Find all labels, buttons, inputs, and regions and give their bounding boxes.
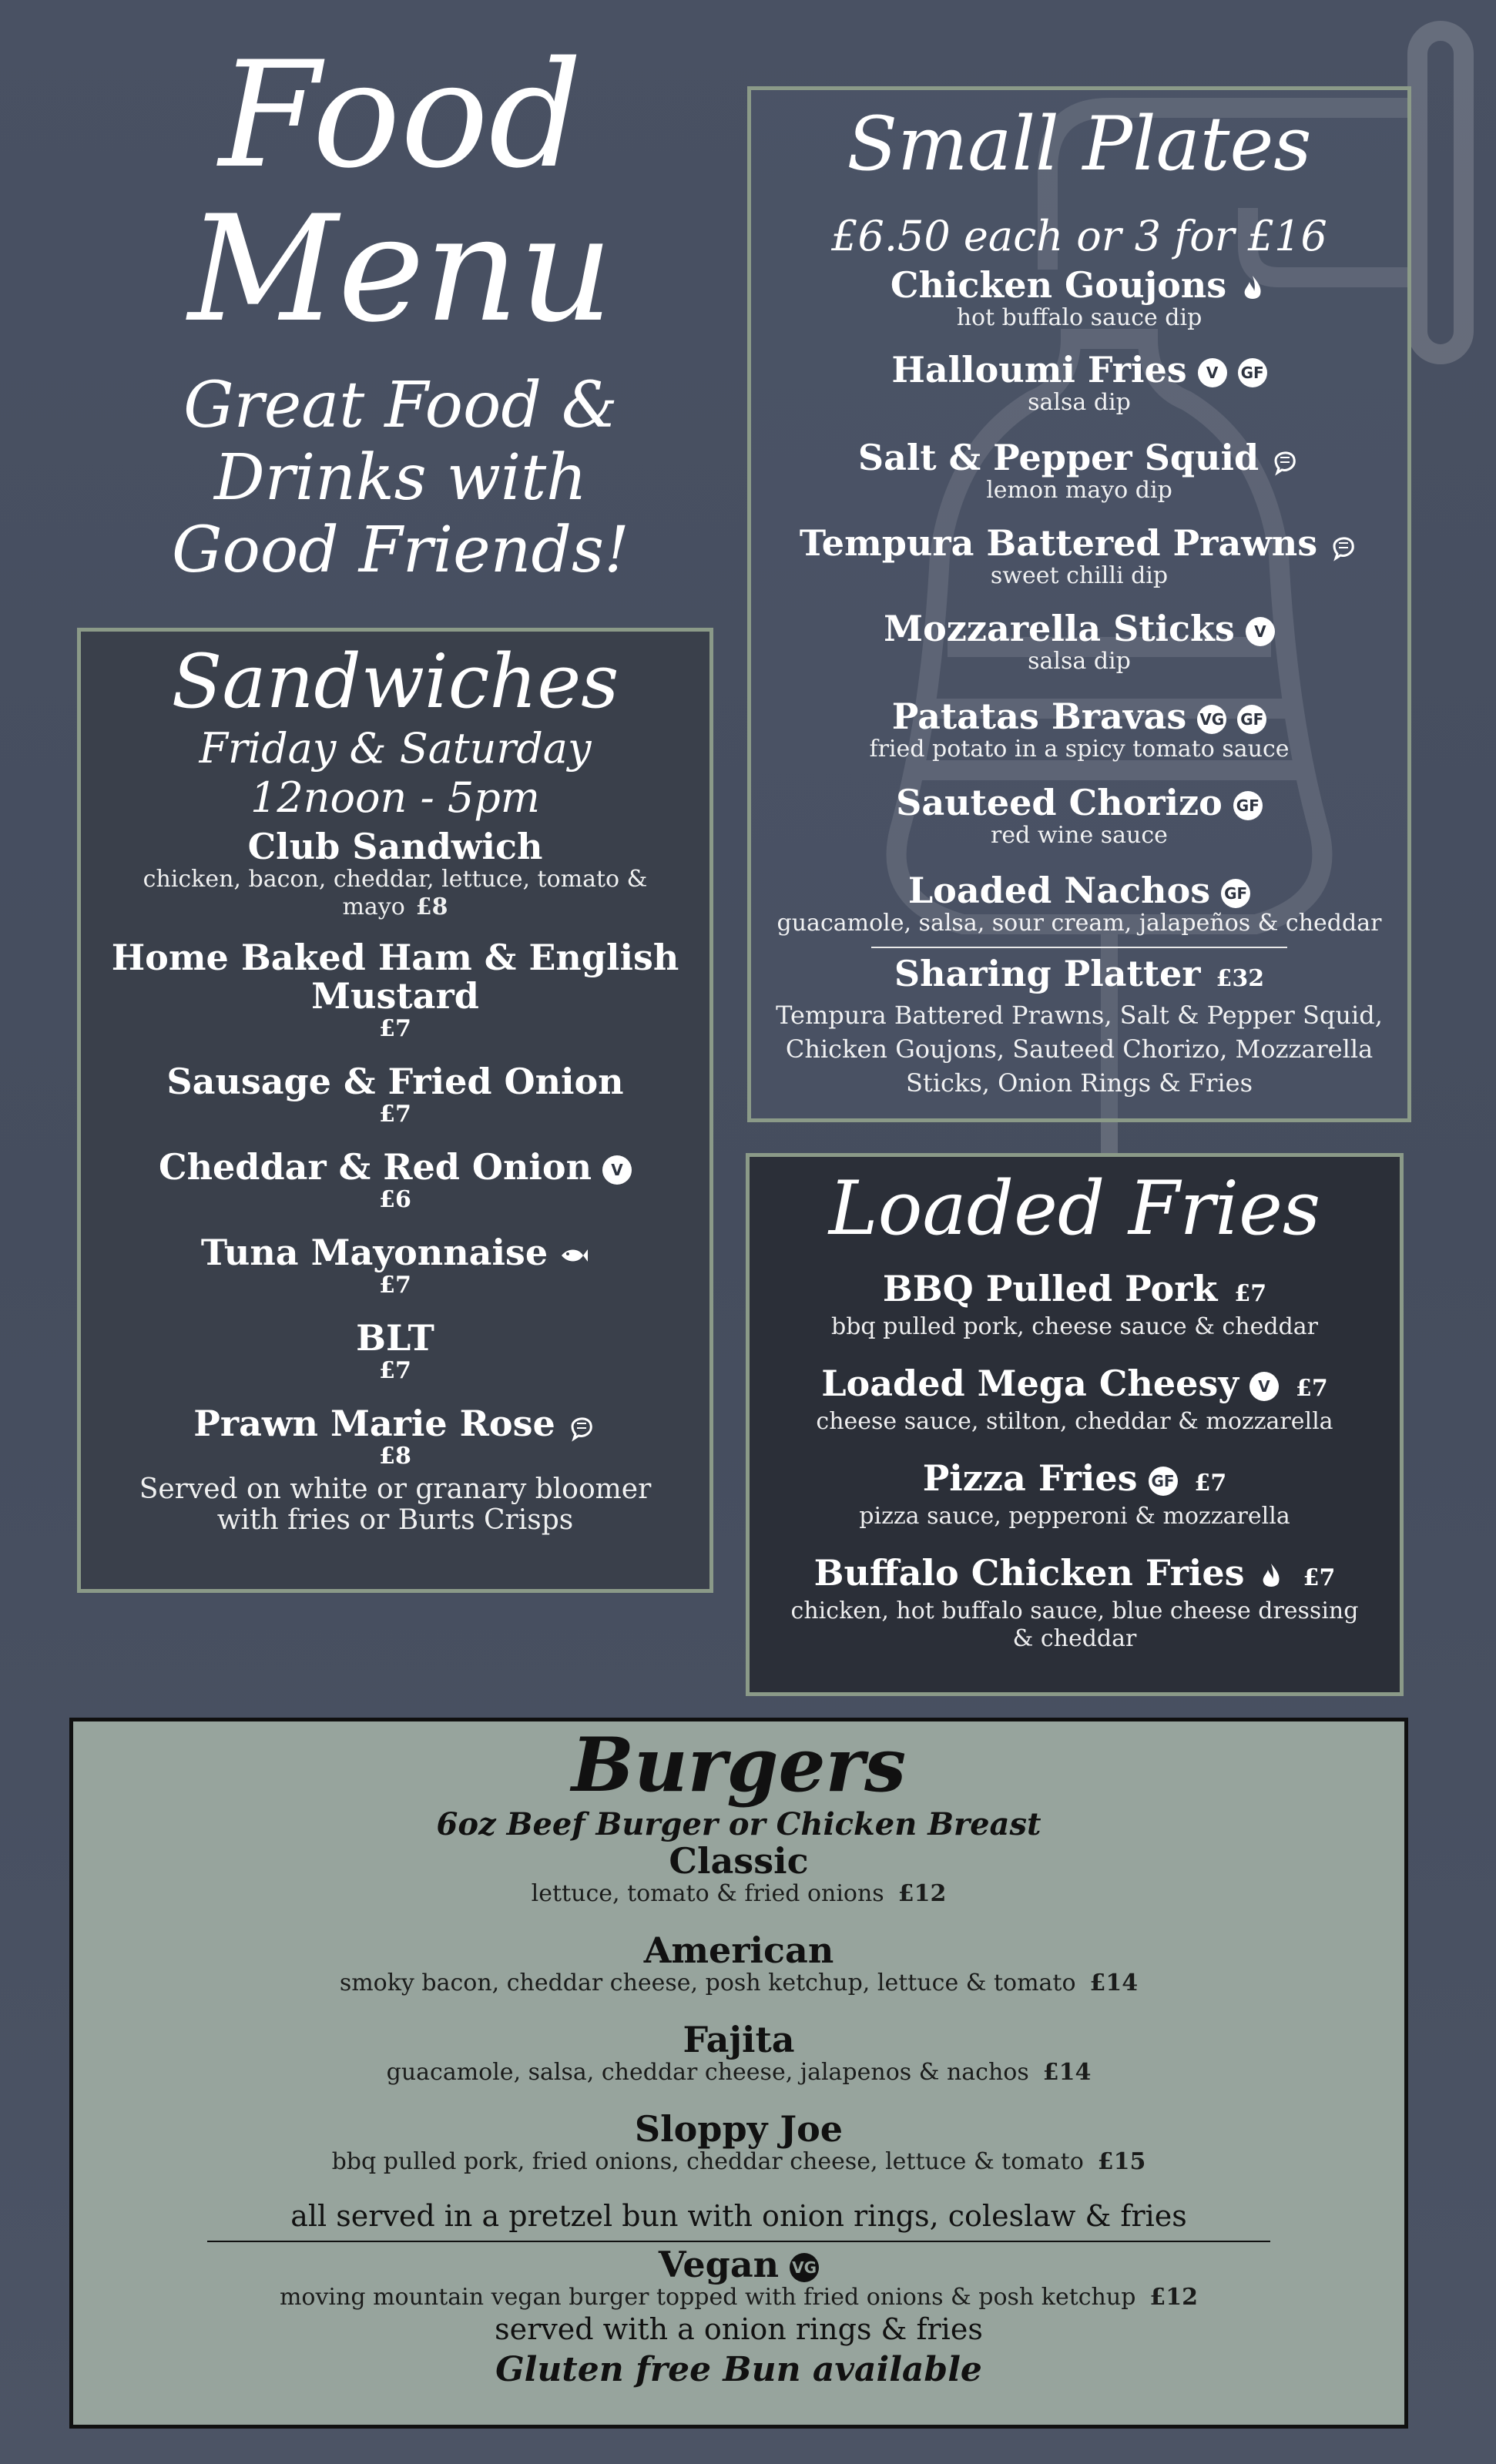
item-name: Fajita — [683, 2019, 795, 2060]
item-price: £7 — [1296, 1375, 1328, 1402]
item-name: Sloppy Joe — [634, 2108, 844, 2150]
item-description: moving mountain vegan burger topped with fried onions & posh ketchup — [279, 2284, 1136, 2311]
vegan-served-note: served with a onion rings & fries — [495, 2312, 983, 2346]
sandwiches-footer-line2: with fries or Burts Crisps — [216, 1504, 574, 1536]
item-name: American — [643, 1929, 834, 1971]
gluten-free-badge: GF — [1149, 1467, 1178, 1496]
item-price: £14 — [1042, 2059, 1092, 2086]
item-description: salsa dip — [1028, 648, 1131, 675]
small-plates-panel — [747, 86, 1411, 1122]
item-description: fried potato in a spicy tomato sauce — [869, 736, 1290, 763]
item-description-line3: Sticks, Onion Rings & Fries — [906, 1068, 1253, 1098]
item-price: £12 — [1149, 2284, 1199, 2311]
item-description: bbq pulled pork, cheese sauce & cheddar — [831, 1313, 1318, 1340]
small-plate-item — [751, 350, 1407, 417]
item-name: Halloumi Fries — [891, 349, 1187, 391]
sandwiches-days: Friday & Saturday — [199, 724, 592, 773]
item-name: BLT — [356, 1317, 434, 1359]
burgers-subtitle: 6oz Beef Burger or Chicken Breast — [436, 1806, 1041, 1842]
item-name: Sausage & Fried Onion — [166, 1061, 624, 1102]
vegetarian-badge: V — [1198, 358, 1227, 387]
shellfish-icon — [1270, 445, 1300, 476]
small-plate-item — [751, 871, 1407, 937]
item-description: red wine sauce — [991, 822, 1168, 849]
sandwiches-panel — [77, 628, 713, 1593]
item-name: Classic — [669, 1840, 809, 1882]
item-name: Chicken Goujons — [890, 264, 1227, 306]
burgers-served-note: all served in a pretzel bun with onion rings, coleslaw & fries — [290, 2199, 1187, 2233]
item-name-line1: Home Baked Ham & English — [111, 937, 679, 978]
divider — [207, 2241, 1270, 2242]
item-description: hot buffalo sauce dip — [956, 304, 1203, 331]
sharing-platter — [751, 954, 1407, 1100]
item-name: Buffalo Chicken Fries — [813, 1552, 1245, 1594]
sandwich-item — [81, 1233, 709, 1299]
item-description: bbq pulled pork, fried onions, cheddar cheese, lettuce & tomato — [331, 2148, 1084, 2175]
sandwich-item — [81, 1062, 709, 1128]
item-price: £12 — [897, 1880, 947, 1907]
item-name: Loaded Mega Cheesy — [821, 1363, 1239, 1404]
vegan-badge: VG — [790, 2253, 819, 2282]
vegan-burger — [73, 2245, 1404, 2347]
fries-item — [750, 1364, 1400, 1436]
item-description-line2: & cheddar — [1012, 1625, 1137, 1652]
sandwich-item — [81, 1148, 709, 1213]
item-description: smoky bacon, cheddar cheese, posh ketchup, lettuce & tomato — [339, 1970, 1076, 1996]
item-description: sweet chilli dip — [990, 562, 1169, 589]
sandwich-item — [81, 827, 709, 921]
item-name: Vegan — [658, 2244, 780, 2285]
burger-item — [73, 2020, 1404, 2087]
item-price: £7 — [1303, 1564, 1336, 1591]
item-price: £7 — [1234, 1280, 1267, 1307]
item-name: BBQ Pulled Pork — [882, 1268, 1218, 1309]
item-price: £7 — [379, 1015, 411, 1042]
shellfish-icon — [566, 1411, 597, 1442]
item-price: £7 — [379, 1101, 411, 1128]
loaded-fries-title: Loaded Fries — [828, 1165, 1321, 1252]
item-price: £7 — [379, 1272, 411, 1299]
item-price: £15 — [1097, 2148, 1146, 2175]
item-description: salsa dip — [1028, 389, 1131, 416]
gluten-free-badge: GF — [1238, 358, 1267, 387]
small-plate-item — [751, 266, 1407, 332]
burger-item — [73, 1842, 1404, 1908]
fries-item — [750, 1554, 1400, 1653]
small-plate-item — [751, 783, 1407, 850]
chilli-icon — [1256, 1561, 1286, 1591]
gluten-free-note: Gluten free Bun available — [495, 2350, 982, 2389]
sandwich-item — [81, 938, 709, 1042]
vegetarian-badge: V — [1246, 617, 1275, 646]
title-menu: Menu — [188, 184, 613, 354]
item-description: pizza sauce, pepperoni & mozzarella — [859, 1503, 1290, 1530]
small-plates-pricing: £6.50 each or 3 for £16 — [831, 212, 1327, 260]
item-description: cheese sauce, stilton, cheddar & mozzarella — [816, 1408, 1333, 1435]
item-name: Club Sandwich — [247, 826, 543, 867]
item-price: £32 — [1216, 965, 1265, 992]
item-description-line2: Chicken Goujons, Sauteed Chorizo, Mozzarella — [785, 1034, 1374, 1064]
burger-item — [73, 1931, 1404, 1997]
item-price: £8 — [415, 893, 448, 920]
sandwiches-title: Sandwiches — [171, 639, 619, 725]
item-price: £7 — [1194, 1470, 1227, 1497]
vegan-badge: VG — [1197, 705, 1226, 734]
item-name: Salt & Pepper Squid — [857, 437, 1260, 478]
sandwiches-footer-line1: Served on white or granary bloomer — [139, 1473, 652, 1505]
item-name: Prawn Marie Rose — [193, 1403, 555, 1444]
shellfish-icon — [1328, 531, 1359, 562]
fish-icon — [558, 1240, 589, 1271]
vegetarian-badge: V — [1249, 1372, 1279, 1401]
small-plates-title: Small Plates — [847, 101, 1312, 187]
item-price: £7 — [379, 1357, 411, 1384]
small-plate-item — [751, 438, 1407, 505]
item-name: Pizza Fries — [922, 1457, 1138, 1499]
item-description-line1: Tempura Battered Prawns, Salt & Pepper Squid, — [776, 1001, 1383, 1030]
small-plate-item — [751, 697, 1407, 763]
item-name: Cheddar & Red Onion — [158, 1146, 592, 1188]
vegetarian-badge: V — [602, 1155, 632, 1185]
item-description-line2: mayo — [342, 893, 405, 920]
burgers-panel — [69, 1718, 1408, 2429]
chilli-icon — [1237, 273, 1268, 303]
sandwiches-hours: 12noon - 5pm — [250, 773, 540, 822]
burger-item — [73, 2110, 1404, 2176]
item-price: £8 — [379, 1443, 411, 1470]
sandwich-item — [81, 1404, 709, 1470]
divider — [871, 947, 1287, 948]
gluten-free-badge: GF — [1233, 791, 1263, 820]
tagline-line1: Great Food & Drinks with — [183, 369, 618, 515]
burgers-title: Burgers — [571, 1721, 907, 1809]
item-name: Tempura Battered Prawns — [799, 522, 1318, 564]
item-description-line1: chicken, hot buffalo sauce, blue cheese dressing — [790, 1597, 1359, 1624]
small-plate-item — [751, 609, 1407, 676]
item-price: £6 — [379, 1186, 411, 1213]
small-plate-item — [751, 524, 1407, 590]
item-name: Sharing Platter — [894, 953, 1201, 994]
item-name-line2: Mustard — [311, 975, 479, 1017]
menu-header — [85, 31, 716, 587]
fries-item — [750, 1459, 1400, 1530]
item-name: Loaded Nachos — [907, 870, 1211, 911]
item-name: Sauteed Chorizo — [896, 782, 1223, 823]
title-food: Food — [219, 30, 582, 200]
fries-item — [750, 1269, 1400, 1341]
item-description: guacamole, salsa, cheddar cheese, jalapenos & nachos — [386, 2059, 1029, 2086]
item-description: lemon mayo dip — [986, 477, 1172, 504]
sandwich-item — [81, 1319, 709, 1384]
gluten-free-badge: GF — [1237, 705, 1266, 734]
tagline-line2: Good Friends! — [172, 514, 629, 587]
item-name: Tuna Mayonnaise — [200, 1232, 548, 1273]
item-description: guacamole, salsa, sour cream, jalapeños & cheddar — [777, 910, 1382, 937]
item-price: £14 — [1089, 1970, 1139, 1996]
loaded-fries-panel — [746, 1153, 1404, 1696]
gluten-free-badge: GF — [1221, 879, 1250, 908]
item-description-line1: chicken, bacon, cheddar, lettuce, tomato & — [143, 866, 648, 893]
item-name: Mozzarella Sticks — [884, 608, 1235, 649]
item-description: lettuce, tomato & fried onions — [531, 1880, 884, 1907]
item-name: Patatas Bravas — [891, 696, 1187, 737]
